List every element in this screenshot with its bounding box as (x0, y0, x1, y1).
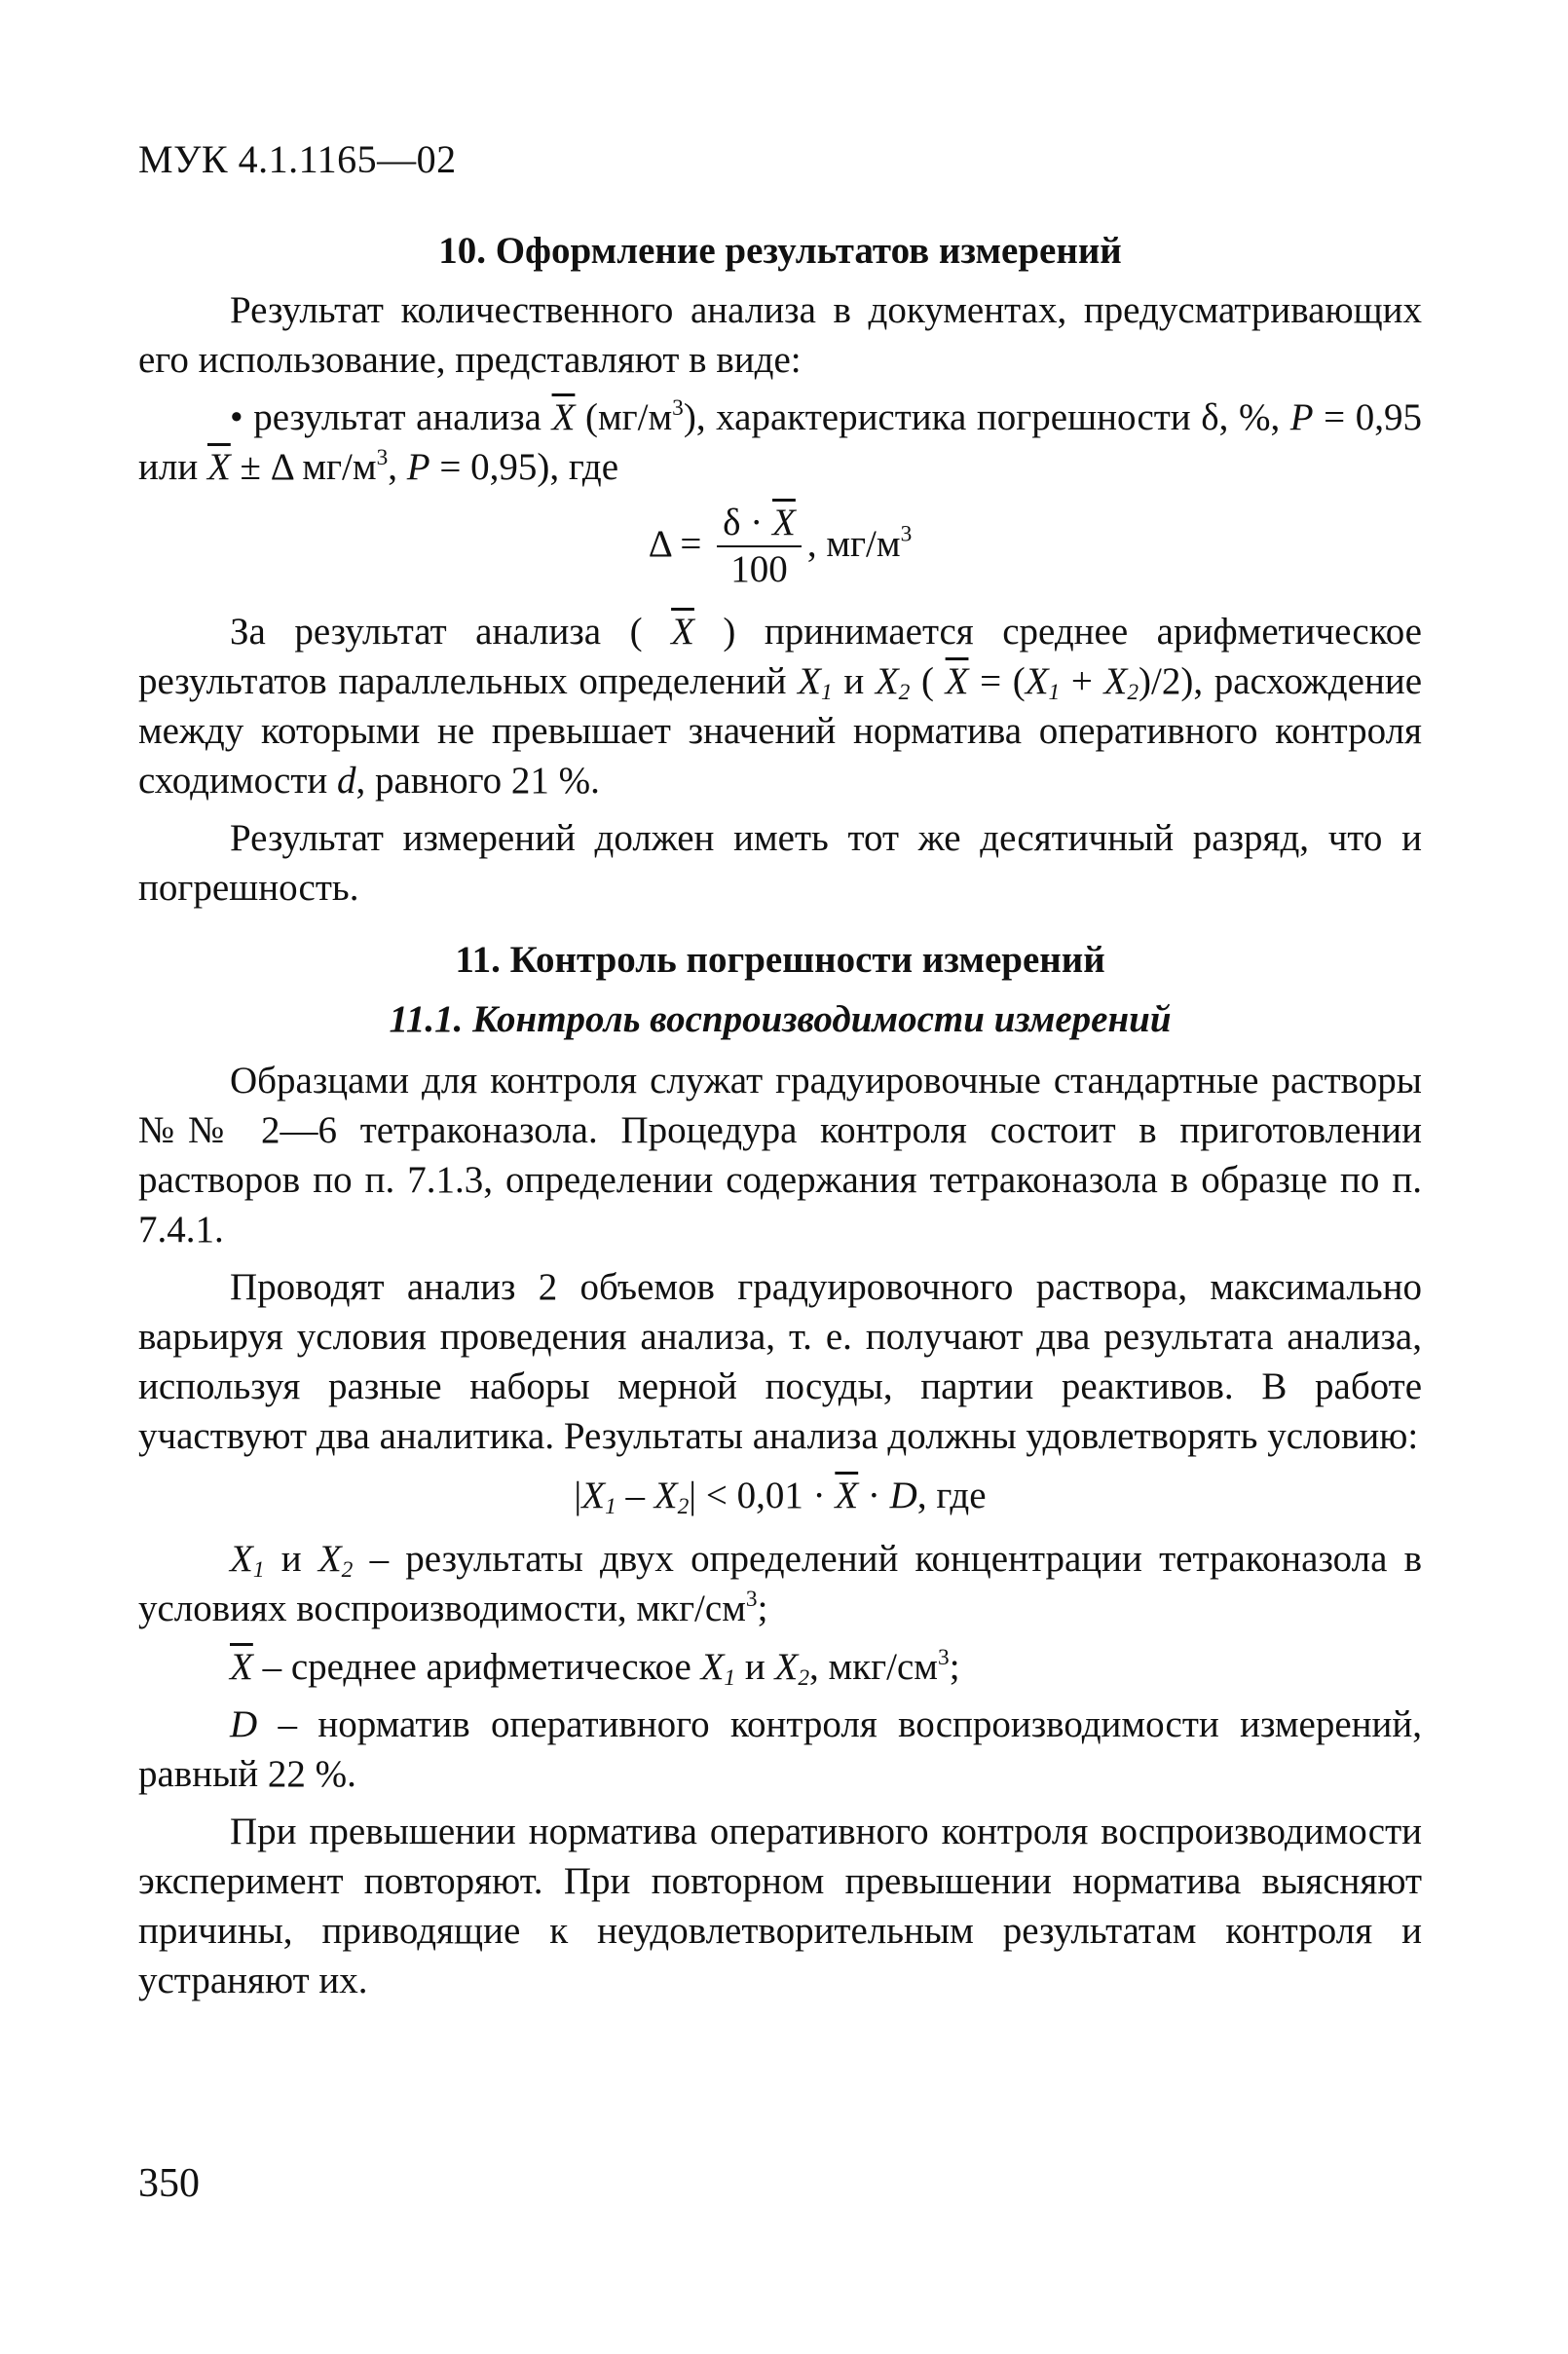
section-11-1-subtitle: 11.1. Контроль воспроизводимости измерений (389, 997, 1172, 1040)
page-number: 350 (138, 2161, 200, 2206)
delta-formula: Δ = $\frac{\delta \cdot \overline{X}}{100}$ , $мг/м^3$ (138, 502, 1422, 593)
page-content (138, 226, 1422, 2013)
definition-x-mean: $\overline{X}$ – среднее арифметическое $X_1$ и $X_2$, мкг/$см^3$; (230, 1644, 960, 1691)
section-11-title: 11. Контроль погрешности измерений (455, 938, 1105, 981)
section-11-paragraph-2: Проводят анализ 2 объемов градуировочного раствора, максимально варьируя условия проведения анализа, т. е. получают два результата анализа, используя разные наборы мерной посуды, партии реактивов. В работе участвуют два аналитика. Результаты анализа должны удовлетворять условию: (138, 1265, 1422, 1458)
document-header: МУК 4.1.1165—02 (138, 137, 457, 181)
section-10-title: 10. Оформление результатов измерений (438, 230, 1122, 272)
section-10-paragraph-3: Результат измерений должен иметь тот же десятичный разряд, что и погрешность. (138, 817, 1422, 910)
reproducibility-condition: $|X_1 - X_2| < 0,01 \cdot \overline{X} \cdot D$, где (574, 1475, 987, 1520)
section-10-paragraph-1: Результат количественного анализа в документах, предусматривающих его использование, представляют в виде: (138, 289, 1422, 382)
definition-x1-x2: $X_1$ и $X_2$ – результаты двух определений концентрации тетраконазола в условиях воспроизводимости, мкг/$см^3$; (138, 1538, 1423, 1630)
section-10-paragraph-2: За результат анализа ( $\overline{X}$ ) принимается среднее арифметическое результатов параллельных определений $X_1$ и $X_2$ ( $\overline{X} = (X_1 + X_2)/2$), расхождение между которыми не превышает значений норматива оперативного контроля сходимости d, равного 21 %. (138, 611, 1423, 803)
result-format-bullet: • результат анализа $\overline{X}$ $(мг/м^3)$, характеристика погрешности δ, %, P = 0,95 или $\overline{X} \pm \Delta$ $мг/м^3$, P = 0,95), где (138, 395, 1423, 489)
delta-fraction: $\frac{\delta \cdot \overline{X}}{100}$ (717, 502, 802, 593)
definition-d: D – норматив оперативного контроля воспроизводимости измерений, равный 22 %. (138, 1702, 1422, 1795)
section-11-paragraph-1: Образцами для контроля служат градуировочные стандартные растворы №№ 2—6 тетраконазола. Процедура контроля состоит в приготовлении растворов по п. 7.1.3, определении содержания тетраконазола в образце по п. 7.4.1. (138, 1059, 1422, 1251)
section-11-paragraph-3: При превышении норматива оперативного контроля воспроизводимости эксперимент повторяют. При повторном превышении норматива выясняют причины, приводящие к неудовлетворительным результатам контроля и устраняют их. (138, 1810, 1422, 2001)
